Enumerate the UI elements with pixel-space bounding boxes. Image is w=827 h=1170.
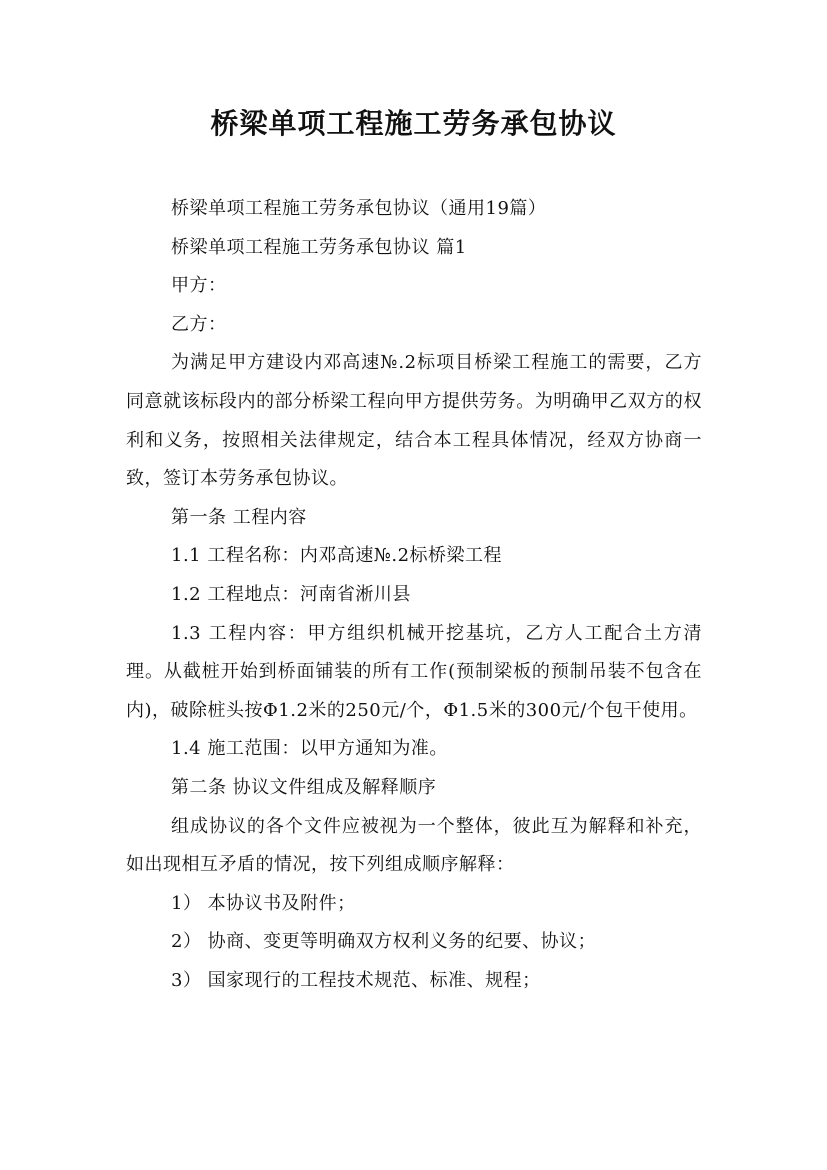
- paragraph-clause-1-4: 1.4 施工范围：以甲方通知为准。: [171, 738, 448, 760]
- paragraph-clause-1-2: 1.2 工程地点：河南省淅川县: [171, 583, 411, 605]
- paragraph-clause-1-3: 1.3 工程内容：甲方组织机械开挖基坑，乙方人工配合土方清理。从截桩开始到桥面铺装的所有工作(预制梁板的预制吊装不包含在内)，破除桩头按Φ1.2米的250元/个，Φ1.5米的300元/个包干使用。: [126, 622, 702, 721]
- paragraph-list-item-1: 1） 本协议书及附件；: [171, 892, 356, 914]
- document-title: 桥梁单项工程施工劳务承包协议: [210, 107, 617, 140]
- document-body: [126, 190, 702, 1000]
- paragraph-list-item-3: 3） 国家现行的工程技术规范、标准、规程；: [171, 969, 541, 991]
- paragraph-article-2-intro: 组成协议的各个文件应被视为一个整体，彼此互为解释和补充，如出现相互矛盾的情况，按下列组成顺序解释：: [126, 815, 702, 876]
- paragraph-subtitle: 桥梁单项工程施工劳务承包协议（通用19篇）: [171, 198, 547, 219]
- paragraph-party-b: 乙方：: [171, 313, 227, 335]
- paragraph-preamble: 为满足甲方建设内邓高速№.2标项目桥梁工程施工的需要，乙方同意就该标段内的部分桥梁工程向甲方提供劳务。为明确甲乙双方的权利和义务，按照相关法律规定，结合本工程具体情况，经双方协商一致，签订本劳务承包协议。: [126, 352, 702, 490]
- paragraph-section-heading: 桥梁单项工程施工劳务承包协议 篇1: [171, 236, 467, 258]
- paragraph-list-item-2: 2） 协商、变更等明确双方权利义务的纪要、协议；: [171, 931, 597, 953]
- paragraph-article-1-heading: 第一条 工程内容: [171, 506, 307, 528]
- paragraph-party-a: 甲方：: [171, 275, 227, 297]
- paragraph-clause-1-1: 1.1 工程名称：内邓高速№.2标桥梁工程: [171, 545, 503, 567]
- paragraph-article-2-heading: 第二条 协议文件组成及解释顺序: [171, 776, 437, 798]
